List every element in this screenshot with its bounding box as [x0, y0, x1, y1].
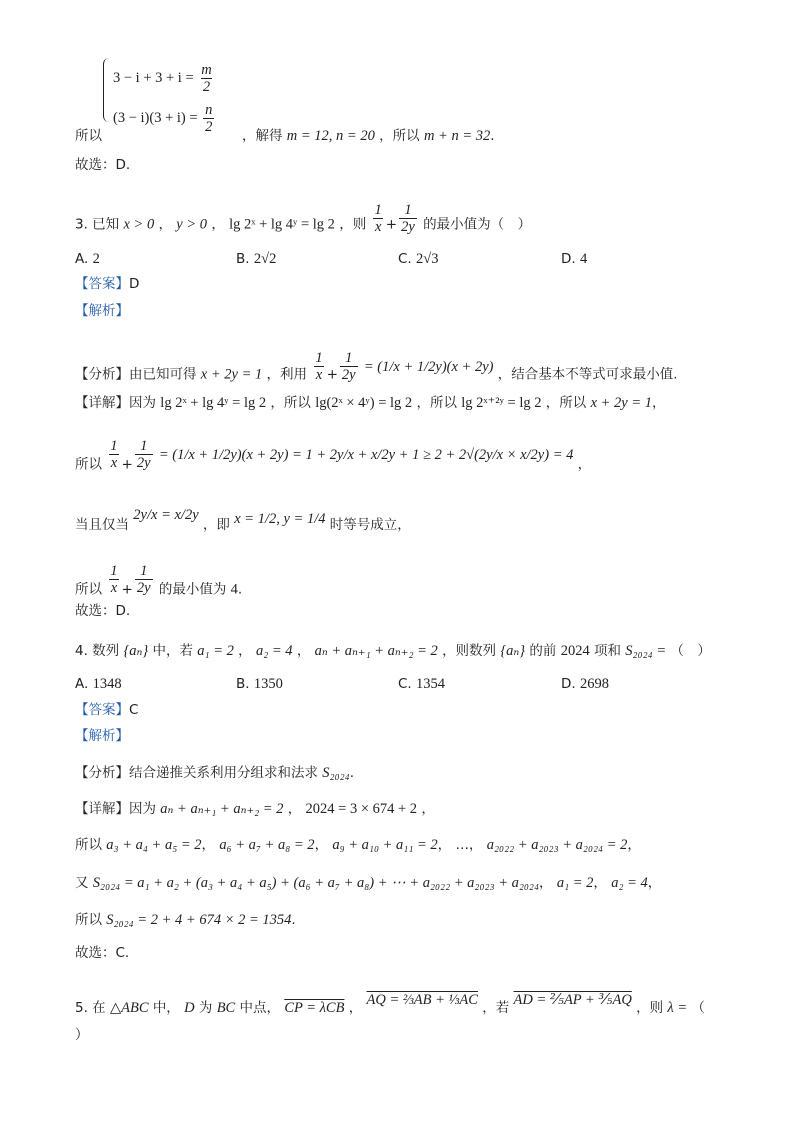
q3-option-d — [561, 251, 587, 268]
option-letter: C. — [398, 251, 412, 267]
option-letter: C. — [398, 676, 412, 692]
q4-fenxi — [75, 764, 354, 782]
system-brace — [103, 58, 112, 122]
text: 5. 在 — [75, 1000, 106, 1016]
math: D — [184, 1000, 195, 1016]
math: m + n = 32 — [423, 128, 491, 144]
text: ， — [287, 801, 302, 817]
math: lg 2ˣ⁺²ʸ = lg 2 — [461, 395, 542, 411]
math: △ABC — [109, 1000, 149, 1016]
q3-chain: 所以 $\frac{1}{x}$ + $\frac{1}{2y}$ = (1/x + 1/2y)(x + 2y) = 1 + 2y/x + x/2y + 1 ≥ 2 + 2√(2y/x × x/2y) = 4 ， — [75, 438, 592, 473]
text: ，所以 — [379, 128, 420, 144]
math: 2024 — [560, 643, 590, 659]
text: 因为 — [129, 801, 156, 817]
math: m = 12, n = 20 — [286, 128, 375, 144]
frac-num: 1 — [345, 350, 353, 366]
text: 中点， — [239, 1000, 281, 1016]
option-letter: B. — [236, 676, 250, 692]
text: ，解得 — [242, 128, 283, 144]
text: ， — [211, 216, 225, 233]
math: S₂₀₂₄ — [322, 765, 350, 781]
option-value: 1348 — [92, 676, 122, 692]
math: λ = — [667, 1000, 688, 1016]
math: S₂₀₂₄ = a₁ + a₂ + (a₃ + a₄ + a₅) + (a₆ + a₇ + a₈) + ⋯ + a₂₀₂₂ + a₂₀₂₃ + a₂₀₂₄ — [92, 875, 540, 891]
text: 由已知可得 — [129, 366, 197, 383]
math: a₆ + a₇ + a₈ = 2 — [219, 837, 315, 853]
text: （ — [691, 1000, 705, 1016]
q4-answer — [75, 701, 138, 719]
math: aₙ + aₙ₊₁ + aₙ₊₂ = 2 — [314, 643, 438, 659]
text: ， — [421, 801, 435, 817]
text: ， — [158, 216, 172, 233]
text: ，利用 — [266, 366, 308, 383]
option-value: 2√2 — [253, 251, 277, 267]
math: 2y/x = x/2y — [133, 507, 199, 523]
frac-den: x — [110, 580, 118, 596]
option-value: 4 — [579, 251, 588, 267]
frac-den: x — [315, 367, 323, 383]
math: 2024 = 3 × 674 + 2 — [305, 801, 418, 817]
fenxi-tag: 【分析】 — [75, 366, 129, 383]
text: 4. 数列 — [75, 643, 120, 659]
text: 的前 — [529, 643, 557, 659]
text: ，则 — [339, 216, 367, 233]
math: 4 — [230, 581, 238, 598]
frac-den: 2y — [136, 455, 151, 471]
text: 因为 — [129, 395, 156, 411]
text: ，所以 — [416, 395, 457, 411]
frac-den: 2 — [205, 119, 213, 135]
q4-stem — [75, 642, 711, 660]
text: ，结合基本不等式可求最小值. — [497, 366, 678, 383]
math: x + 2y = 1 — [590, 395, 653, 411]
text: ， — [348, 1000, 363, 1016]
q2-solution-line — [75, 127, 495, 145]
math: aₙ + aₙ₊₁ + aₙ₊₂ = 2 — [160, 801, 284, 817]
math: lg 2ˣ + lg 4ʸ = lg 2 — [229, 216, 335, 233]
text: ，则 — [636, 1000, 664, 1016]
math: a₂₀₂₂ + a₂₀₂₃ + a₂₀₂₄ = 2 — [486, 837, 628, 853]
math: lg 2ˣ + lg 4ʸ = lg 2 — [160, 395, 267, 411]
q4-option-b — [236, 676, 283, 693]
text: 的最小值为（ ） — [423, 216, 532, 233]
text: ，则数列 — [442, 643, 497, 659]
frac-num: 1 — [110, 438, 118, 454]
analysis-tag: 【解析】 — [75, 303, 129, 319]
text: 所以 — [75, 837, 102, 853]
q4-option-a — [75, 676, 122, 693]
text: 的最小值为 — [158, 581, 227, 598]
answer-tag: 【答案】 — [75, 702, 129, 718]
q3-option-a — [75, 251, 100, 268]
math: = (1/x + 1/2y)(x + 2y) — [363, 358, 494, 375]
q4-option-c — [398, 676, 445, 693]
text: 当且仅当 — [75, 517, 129, 533]
frac-num: 1 — [374, 202, 382, 218]
math: {aₙ} — [500, 643, 526, 659]
math: a₃ + a₄ + a₅ = 2 — [106, 837, 202, 853]
option-letter: D. — [561, 251, 576, 267]
frac-den: x — [374, 219, 382, 235]
text: … — [455, 837, 469, 853]
frac-num: m — [201, 62, 212, 78]
text: ，所以 — [545, 395, 587, 411]
text: 所以 — [75, 581, 102, 598]
text: ， — [652, 395, 666, 411]
math: CP = λCB — [284, 1000, 345, 1016]
q3-equality — [75, 507, 411, 534]
math: a₁ = 2 — [197, 643, 234, 659]
math: lg(2ˣ × 4ʸ) = lg 2 — [315, 395, 413, 411]
q3-xiangjie — [75, 394, 666, 412]
math: y > 0 — [176, 216, 208, 233]
text: 时等号成立， — [329, 517, 411, 533]
math: AD = ⅖AP + ⅗AQ — [513, 992, 632, 1008]
text: . — [490, 128, 495, 144]
q5-stem — [75, 992, 705, 1017]
frac-den: 2y — [136, 580, 151, 596]
text: ， — [577, 456, 592, 473]
frac-den: 2y — [341, 367, 356, 383]
system-eq-2-lhs: (3 − i)(3 + i) = — [113, 109, 202, 126]
math: BC — [216, 1000, 236, 1016]
math: = (1/x + 1/2y)(x + 2y) = 1 + 2y/x + x/2y + 1 ≥ 2 + 2√(2y/x × x/2y) = 4 — [158, 446, 574, 463]
math: a₁ = 2 — [556, 875, 594, 891]
frac-den: 2 — [202, 79, 211, 95]
text: （ ） — [670, 643, 711, 659]
option-value: 1350 — [253, 676, 283, 692]
q3-stem: 3. 已知 x > 0 ， y > 0 ， lg 2ˣ + lg 4ʸ = lg 2 ，则 $\frac{1}{x}$ + $\frac{1}{2y}$ 的最小值为（ ） — [75, 202, 532, 235]
text: 项和 — [593, 643, 621, 659]
q3-answer — [75, 275, 139, 293]
q3-analysis-tag — [75, 302, 129, 320]
q3-conclusion: 所以 $\frac{1}{x}$ + $\frac{1}{2y}$ 的最小值为 4. — [75, 563, 243, 598]
q4-sum: 又 S₂₀₂₄ = a₁ + a₂ + (a₃ + a₄ + a₅) + (a₆ + a₇ + a₈) + ⋯ + a₂₀₂₂ + a₂₀₂₃ + a₂₀₂₄， a₁ = 2， a₂ = 4， — [75, 875, 662, 891]
fenxi-tag: 【分析】 — [75, 765, 129, 781]
frac-num: 1 — [315, 350, 323, 366]
text: 又 — [75, 875, 89, 891]
answer-value: D — [129, 276, 140, 292]
frac-num: 1 — [110, 563, 118, 579]
math: AQ = ⅔AB + ⅓AC — [366, 992, 478, 1008]
q4-xiangjie — [75, 800, 435, 818]
frac-num: 1 — [140, 438, 148, 454]
text: 所以 — [75, 912, 102, 928]
math: x > 0 — [123, 216, 155, 233]
option-value: 2√3 — [416, 251, 439, 267]
q2-choice: 故选：D. — [75, 157, 131, 173]
text: . — [349, 765, 355, 781]
system-eq-1 — [113, 62, 216, 95]
text: 为 — [198, 1000, 213, 1016]
answer-tag: 【答案】 — [75, 276, 129, 292]
frac-num: 1 — [404, 202, 412, 218]
option-value: 2698 — [579, 676, 609, 692]
text: . — [237, 581, 243, 598]
q3-choice: 故选：D. — [75, 603, 131, 619]
q3-option-b — [236, 251, 276, 268]
q3-option-c — [398, 251, 438, 268]
option-value: 2 — [92, 251, 100, 267]
xiangjie-tag: 【详解】 — [75, 395, 129, 411]
option-value: 1354 — [416, 676, 446, 692]
math: a₂ = 4 — [611, 875, 648, 891]
q3-fenxi: 【分析】由已知可得 x + 2y = 1 ，利用 $\frac{1}{x}$ + $\frac{1}{2y}$ = (1/x + 1/2y)(x + 2y) ，结合基本不等式可求最小值. — [75, 350, 678, 383]
text: 中， — [152, 1000, 180, 1016]
text: 结合递推关系利用分组求和法求 — [129, 765, 318, 781]
q4-result — [75, 911, 296, 929]
text: ， — [296, 643, 311, 659]
q5-paren-close: ） — [75, 1027, 89, 1043]
math: S₂₀₂₄ = 2 + 4 + 674 × 2 = 1354 — [106, 912, 292, 928]
math: {aₙ} — [123, 643, 149, 659]
text: ， — [238, 643, 252, 659]
frac-num: n — [205, 102, 213, 118]
text: 所以 — [75, 456, 102, 473]
text: 3. 已知 — [75, 216, 120, 233]
text: 中，若 — [152, 643, 193, 659]
frac-den: 2y — [401, 219, 415, 235]
system-eq-1-lhs: 3 − i + 3 + i = — [113, 69, 198, 86]
math: x = 1/2, y = 1/4 — [234, 511, 326, 527]
q4-choice: 故选：C. — [75, 945, 130, 961]
option-letter: D. — [561, 676, 576, 692]
text: ，若 — [482, 1000, 510, 1016]
option-letter: B. — [236, 251, 250, 267]
q4-analysis-tag — [75, 727, 129, 745]
text: ，所以 — [270, 395, 311, 411]
answer-value: C — [129, 702, 139, 718]
math: S₂₀₂₄ = — [625, 643, 667, 659]
text: . — [291, 912, 296, 928]
q4-option-d — [561, 676, 609, 693]
text: 所以 — [75, 128, 102, 144]
analysis-tag: 【解析】 — [75, 728, 129, 744]
q4-groups: 所以 a₃ + a₄ + a₅ = 2， a₆ + a₇ + a₈ = 2， a₉ + a₁₀ + a₁₁ = 2， …， a₂₀₂₂ + a₂₀₂₃ + a₂₀₂₄ = 2， — [75, 837, 641, 853]
math: x + 2y = 1 — [200, 366, 263, 383]
math: a₉ + a₁₀ + a₁₁ = 2 — [332, 837, 438, 853]
math: a₂ = 4 — [255, 643, 293, 659]
frac-den: x — [110, 455, 118, 471]
xiangjie-tag: 【详解】 — [75, 801, 129, 817]
option-letter: A. — [75, 251, 89, 267]
text: ，即 — [202, 517, 230, 533]
frac-num: 1 — [140, 563, 148, 579]
option-letter: A. — [75, 676, 89, 692]
